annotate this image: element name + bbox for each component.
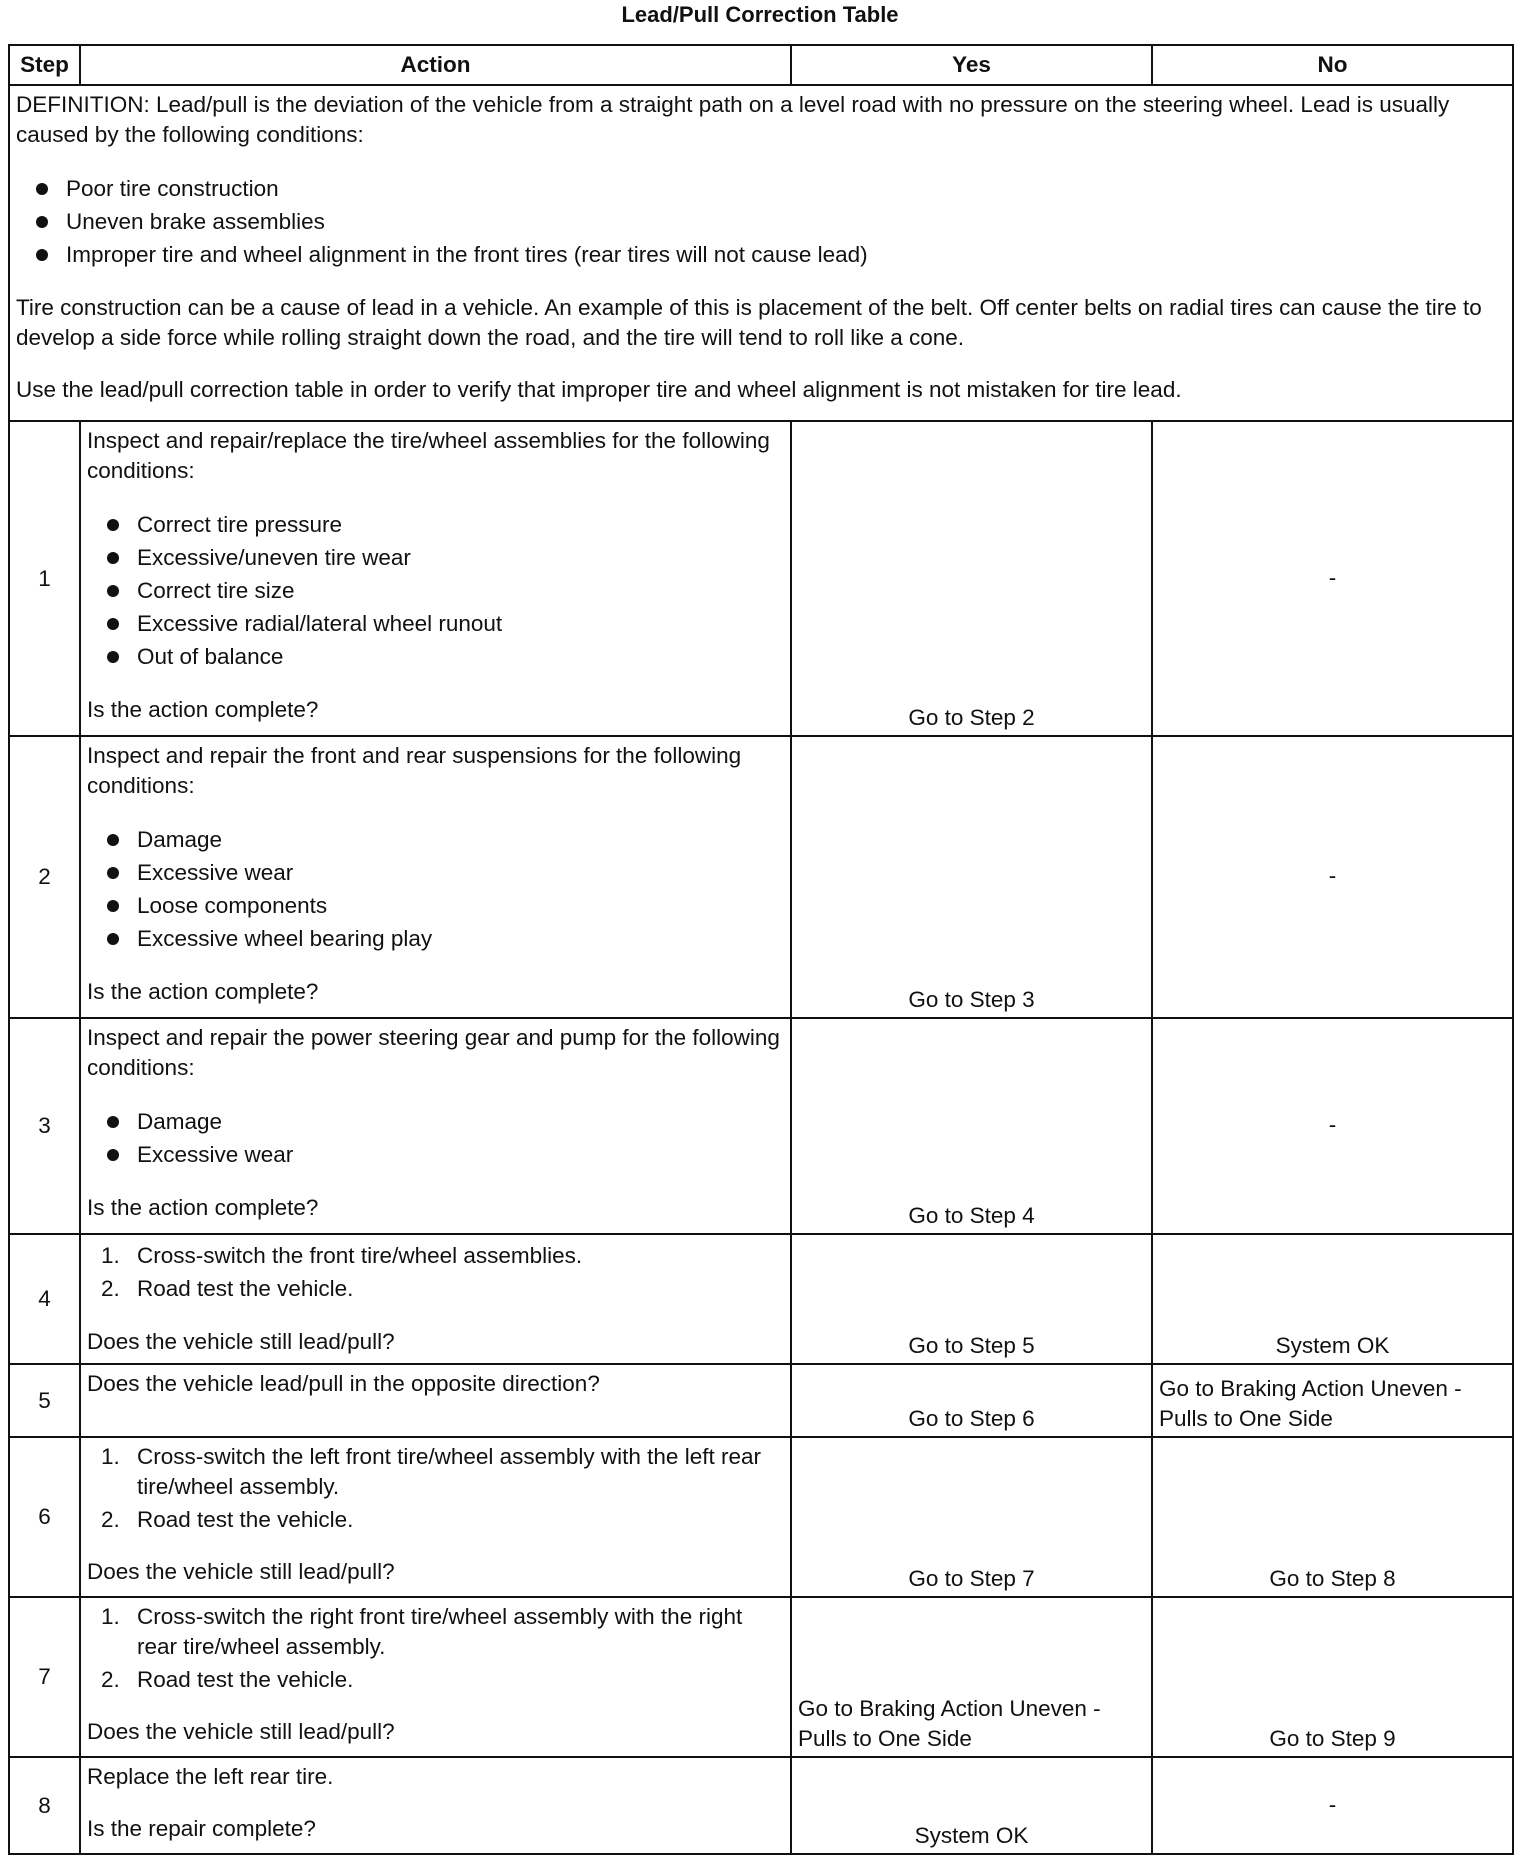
no-cell: - [1152,736,1513,1018]
yes-cell: Go to Step 4 [791,1018,1152,1234]
action-cell [80,1018,791,1234]
step-number: 7 [9,1597,80,1757]
bullet-icon [36,216,48,228]
yes-cell: Go to Step 7 [791,1437,1152,1597]
yes-line-2: Pulls to One Side [798,1726,972,1751]
action-cell [80,421,791,736]
bullet-icon [107,552,119,564]
list-item: 1. Cross-switch the right front tire/wheel assembly with the right rear tire/wheel assembly. [101,1604,743,1659]
bullet-icon [107,651,119,663]
definition-row [9,85,1513,421]
action-question: Does the vehicle still lead/pull? [87,1719,395,1744]
action-question: Is the repair complete? [87,1816,316,1841]
yes-cell [791,1597,1152,1757]
list-item: 1. Cross-switch the front tire/wheel assemblies. [101,1243,583,1268]
table-row [9,1234,1513,1364]
yes-cell: Go to Step 2 [791,421,1152,736]
bullet-icon [107,933,119,945]
bullet-icon [36,183,48,195]
action-cell [80,1364,791,1437]
action-intro: Inspect and repair the power steering gear and pump for the following conditions: [87,1025,780,1080]
numbered-list [87,1442,784,1535]
definition-intro: DEFINITION: Lead/pull is the deviation of the vehicle from a straight path on a level road with no pressure on the steering wheel. Lead is usually caused by the following conditions: [16,92,1450,147]
list-item: 2. Road test the vehicle. [101,1667,354,1692]
list-item: Loose components [87,889,784,922]
action-question: Does the vehicle lead/pull in the opposite direction? [87,1371,600,1396]
definition-conditions [16,172,1506,271]
action-cell [80,1757,791,1854]
list-item: Excessive wear [87,856,784,889]
bullet-icon [107,1116,119,1128]
list-item: Correct tire size [87,574,784,607]
bullet-icon [107,585,119,597]
table-row [9,1364,1513,1437]
bullet-icon [107,1149,119,1161]
step-number: 2 [9,736,80,1018]
condition-list [87,1105,784,1171]
action-cell [80,1234,791,1364]
list-item: Excessive radial/lateral wheel runout [87,607,784,640]
bullet-icon [107,834,119,846]
list-item: Improper tire and wheel alignment in the front tires (rear tires will not cause lead) [16,238,1506,271]
action-question: Is the action complete? [87,697,319,722]
no-cell: - [1152,1757,1513,1854]
numbered-list [87,1602,784,1695]
action-intro: Inspect and repair/replace the tire/wheel assemblies for the following conditions: [87,428,770,483]
table-row [9,1437,1513,1597]
no-cell: Go to Step 9 [1152,1597,1513,1757]
yes-cell: Go to Step 3 [791,736,1152,1018]
step-number: 8 [9,1757,80,1854]
lead-pull-correction-table [8,44,1514,1855]
yes-line-1: Go to Braking Action Uneven - [798,1696,1101,1721]
no-line-1: Go to Braking Action Uneven - [1159,1376,1462,1401]
action-question: Is the action complete? [87,979,319,1004]
action-question: Does the vehicle still lead/pull? [87,1559,395,1584]
list-item: 2. Road test the vehicle. [101,1276,354,1301]
yes-cell: Go to Step 6 [791,1364,1152,1437]
action-intro: Inspect and repair the front and rear suspensions for the following conditions: [87,743,742,798]
action-intro: Replace the left rear tire. [87,1764,334,1789]
no-cell: System OK [1152,1234,1513,1364]
bullet-icon [36,249,48,261]
action-cell [80,1437,791,1597]
action-cell [80,736,791,1018]
no-cell: - [1152,1018,1513,1234]
list-item: Poor tire construction [16,172,1506,205]
header-step: Step [9,45,80,85]
header-action: Action [80,45,791,85]
yes-cell: System OK [791,1757,1152,1854]
list-item: Correct tire pressure [87,508,784,541]
condition-list [87,508,784,673]
header-row [9,45,1513,85]
list-item: Damage [87,1105,784,1138]
action-cell [80,1597,791,1757]
step-number: 6 [9,1437,80,1597]
list-item: Uneven brake assemblies [16,205,1506,238]
definition-paragraph-2: Tire construction can be a cause of lead in a vehicle. An example of this is placement of the belt. Off center belts on radial tires can cause the tire to develop a side force while rolling straight down the road, and the tire will tend to roll like a cone. [16,295,1482,350]
no-cell [1152,1364,1513,1437]
list-item: Damage [87,823,784,856]
list-item: 1. Cross-switch the left front tire/wheel assembly with the left rear tire/wheel assembly. [101,1444,761,1499]
bullet-icon [107,900,119,912]
table-row [9,1597,1513,1757]
list-item: Out of balance [87,640,784,673]
list-item: Excessive/uneven tire wear [87,541,784,574]
definition-paragraph-3: Use the lead/pull correction table in order to verify that improper tire and wheel alignment is not mistaken for tire lead. [16,377,1182,402]
list-item: Excessive wheel bearing play [87,922,784,955]
no-cell: - [1152,421,1513,736]
step-number: 5 [9,1364,80,1437]
table-row [9,1018,1513,1234]
bullet-icon [107,519,119,531]
no-cell: Go to Step 8 [1152,1437,1513,1597]
definition-cell [9,85,1513,421]
table-row [9,421,1513,736]
list-item: Excessive wear [87,1138,784,1171]
list-item: 2. Road test the vehicle. [101,1507,354,1532]
action-question: Is the action complete? [87,1195,319,1220]
yes-cell: Go to Step 5 [791,1234,1152,1364]
header-no: No [1152,45,1513,85]
table-title: Lead/Pull Correction Table [621,2,899,27]
no-line-2: Pulls to One Side [1159,1406,1333,1431]
step-number: 1 [9,421,80,736]
table-row [9,1757,1513,1854]
step-number: 3 [9,1018,80,1234]
condition-list [87,823,784,955]
header-yes: Yes [791,45,1152,85]
bullet-icon [107,867,119,879]
bullet-icon [107,618,119,630]
action-question: Does the vehicle still lead/pull? [87,1329,395,1354]
numbered-list [87,1239,784,1305]
table-row [9,736,1513,1018]
step-number: 4 [9,1234,80,1364]
